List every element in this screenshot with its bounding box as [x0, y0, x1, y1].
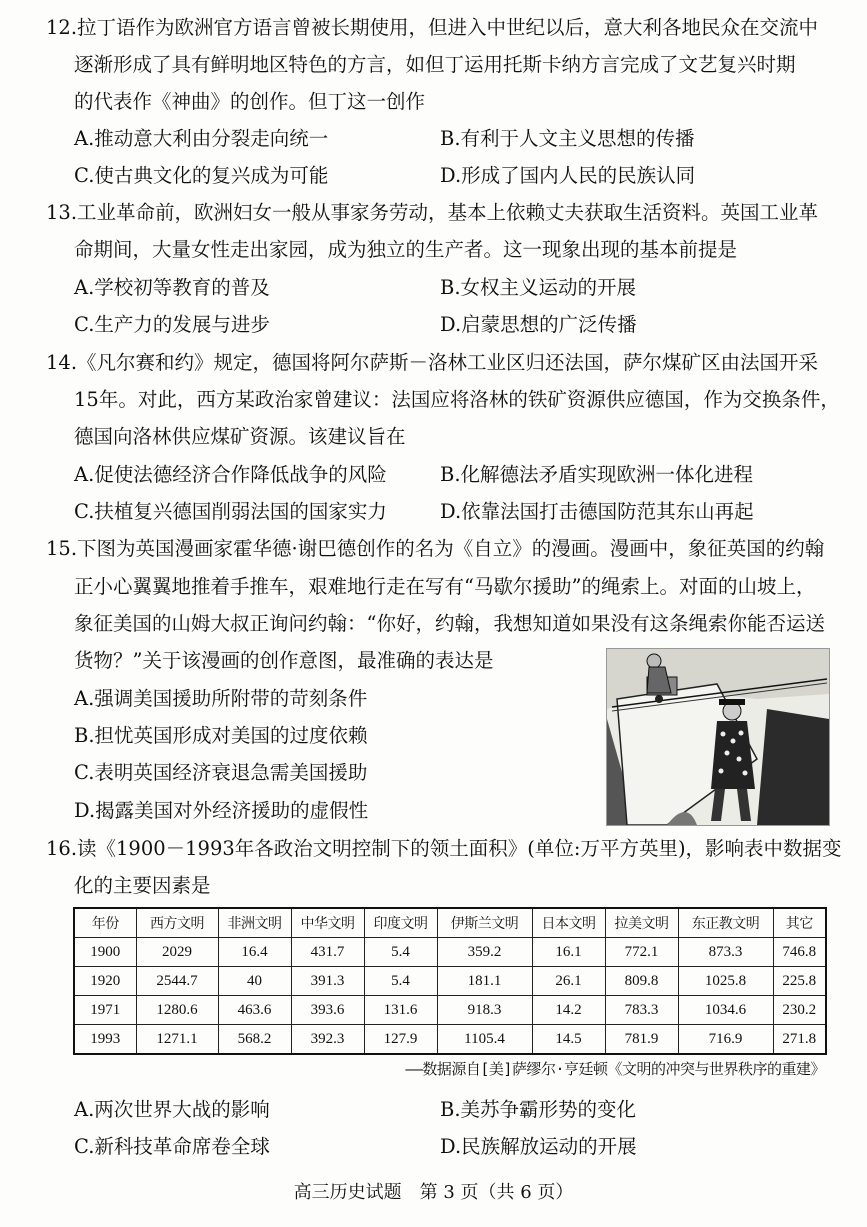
- header-cell: 伊斯兰文明: [437, 908, 532, 938]
- header-cell: 印度文明: [364, 908, 437, 938]
- table-row: [74, 967, 826, 996]
- q14-option-d: D.依靠法国打击德国防范其东山再起: [440, 500, 754, 523]
- q12-option-a: A.推动意大利由分裂走向统一: [74, 127, 329, 150]
- table-source-note: ——数据源自[美]萨缪尔·亨廷顿《文明的冲突与世界秩序的重建》: [405, 1060, 825, 1078]
- q14-stem-line-3: 德国向洛林供应煤矿资源。该建议旨在: [74, 425, 406, 448]
- table-header-row: [74, 908, 826, 938]
- table-cell: 2029: [136, 938, 218, 967]
- table-cell: 26.1: [532, 967, 605, 996]
- page-footer: 高三历史试题 第 3 页（共 6 页）: [293, 1182, 574, 1203]
- table-cell: 40: [218, 967, 291, 996]
- cartoon-illustration: [606, 648, 830, 826]
- q13-option-d: D.启蒙思想的广泛传播: [440, 313, 637, 336]
- table-cell: 181.1: [437, 967, 532, 996]
- q12-option-d: D.形成了国内人民的民族认同: [440, 164, 696, 187]
- table-cell: 463.6: [218, 996, 291, 1025]
- q14-option-b: B.化解德法矛盾实现欧洲一体化进程: [440, 463, 754, 486]
- table-cell: 809.8: [605, 967, 678, 996]
- table-cell: 16.4: [218, 938, 291, 967]
- territory-data-table: [73, 907, 827, 1055]
- q15-option-b: B.担忧英国形成对美国的过度依赖: [74, 724, 368, 747]
- q15-option-a: A.强调美国援助所附带的苛刻条件: [74, 687, 368, 710]
- q12-option-b: B.有利于人文主义思想的传播: [440, 127, 695, 150]
- q15-stem-line-2: 正小心翼翼地推着手推车，艰难地行走在写有“马歇尔援助”的绳索上。对面的山坡上，: [74, 575, 816, 598]
- table-cell: 1971: [74, 996, 136, 1025]
- table-cell: 1280.6: [136, 996, 218, 1025]
- q16-option-c: C.新科技革命席卷全球: [74, 1135, 270, 1158]
- q16-option-a: A.两次世界大战的影响: [74, 1098, 270, 1121]
- header-cell: 东正教文明: [678, 908, 773, 938]
- table-cell: 781.9: [605, 1025, 678, 1055]
- q14-stem-line-2: 15年。对此，西方某政治家曾建议：法国应将洛林的铁矿资源供应德国，作为交换条件，: [74, 388, 840, 411]
- table-cell: 431.7: [291, 938, 364, 967]
- table-cell: 127.9: [364, 1025, 437, 1055]
- q15-option-c: C.表明英国经济衰退急需美国援助: [74, 761, 368, 784]
- q14-option-a: A.促使法德经济合作降低战争的风险: [74, 463, 387, 486]
- table-cell: 14.5: [532, 1025, 605, 1055]
- q15-option-d: D.揭露美国对外经济援助的虚假性: [74, 799, 369, 822]
- q16-stem-line-2: 化的主要因素是: [74, 874, 211, 897]
- table-cell: 14.2: [532, 996, 605, 1025]
- header-cell: 中华文明: [291, 908, 364, 938]
- table-cell: 391.3: [291, 967, 364, 996]
- q13-option-b: B.女权主义运动的开展: [440, 276, 637, 299]
- table-cell: 873.3: [678, 938, 773, 967]
- table-cell: 225.8: [773, 967, 826, 996]
- table-cell: 918.3: [437, 996, 532, 1025]
- table-cell: 1900: [74, 938, 136, 967]
- q13-stem-line-2: 命期间，大量女性走出家园，成为独立的生产者。这一现象出现的基本前提是: [74, 238, 738, 261]
- q14-option-c: C.扶植复兴德国削弱法国的国家实力: [74, 500, 387, 523]
- table-cell: 1271.1: [136, 1025, 218, 1055]
- table-cell: 359.2: [437, 938, 532, 967]
- table-cell: 393.6: [291, 996, 364, 1025]
- q12-stem-line-1: 12.拉丁语作为欧洲官方语言曾被长期使用，但进入中世纪以后，意大利各地民众在交流中: [46, 16, 819, 39]
- table-cell: 1920: [74, 967, 136, 996]
- q16-option-d: D.民族解放运动的开展: [440, 1135, 637, 1158]
- table-cell: 772.1: [605, 938, 678, 967]
- table-cell: 392.3: [291, 1025, 364, 1055]
- q13-option-a: A.学校初等教育的普及: [74, 276, 270, 299]
- header-cell: 拉美文明: [605, 908, 678, 938]
- table-cell: 568.2: [218, 1025, 291, 1055]
- table-row: [74, 996, 826, 1025]
- header-cell: 其它: [773, 908, 826, 938]
- table-cell: 746.8: [773, 938, 826, 967]
- q15-stem-line-4: 货物？”关于该漫画的创作意图，最准确的表达是: [74, 649, 494, 672]
- table-row: [74, 938, 826, 967]
- table-cell: 230.2: [773, 996, 826, 1025]
- table-cell: 1993: [74, 1025, 136, 1055]
- header-cell: 西方文明: [136, 908, 218, 938]
- q12-option-c: C.使古典文化的复兴成为可能: [74, 164, 329, 187]
- q13-stem-line-1: 13.工业革命前，欧洲妇女一般从事家务劳动，基本上依赖丈夫获取生活资料。英国工业革: [46, 201, 819, 224]
- q16-stem-line-1: 16.读《1900－1993年各政治文明控制下的领土面积》(单位:万平方英里)，影响表中数据变: [46, 837, 842, 860]
- q12-stem-line-3: 的代表作《神曲》的创作。但丁这一创作: [74, 90, 426, 113]
- q15-stem-line-3: 象征美国的山姆大叔正询问约翰：“你好，约翰，我想知道如果没有这条绳索你能否运送: [74, 612, 825, 635]
- q15-stem-line-1: 15.下图为英国漫画家霍华德·谢巴德创作的名为《自立》的漫画。漫画中，象征英国的约翰: [46, 537, 825, 560]
- table-cell: 2544.7: [136, 967, 218, 996]
- q16-option-b: B.美苏争霸形势的变化: [440, 1098, 637, 1121]
- table-cell: 16.1: [532, 938, 605, 967]
- q13-option-c: C.生产力的发展与进步: [74, 313, 270, 336]
- table-cell: 5.4: [364, 938, 437, 967]
- table-cell: 1025.8: [678, 967, 773, 996]
- table-cell: 271.8: [773, 1025, 826, 1055]
- table-row: [74, 1025, 826, 1055]
- table-cell: 1105.4: [437, 1025, 532, 1055]
- header-cell: 日本文明: [532, 908, 605, 938]
- table-cell: 1034.6: [678, 996, 773, 1025]
- header-cell: 年份: [74, 908, 136, 938]
- table-cell: 716.9: [678, 1025, 773, 1055]
- header-cell: 非洲文明: [218, 908, 291, 938]
- table-cell: 131.6: [364, 996, 437, 1025]
- q14-stem-line-1: 14.《凡尔赛和约》规定，德国将阿尔萨斯－洛林工业区归还法国，萨尔煤矿区由法国开采: [46, 351, 819, 374]
- table-cell: 783.3: [605, 996, 678, 1025]
- q12-stem-line-2: 逐渐形成了具有鲜明地区特色的方言，如但丁运用托斯卡纳方言完成了文艺复兴时期: [74, 53, 796, 76]
- table-cell: 5.4: [364, 967, 437, 996]
